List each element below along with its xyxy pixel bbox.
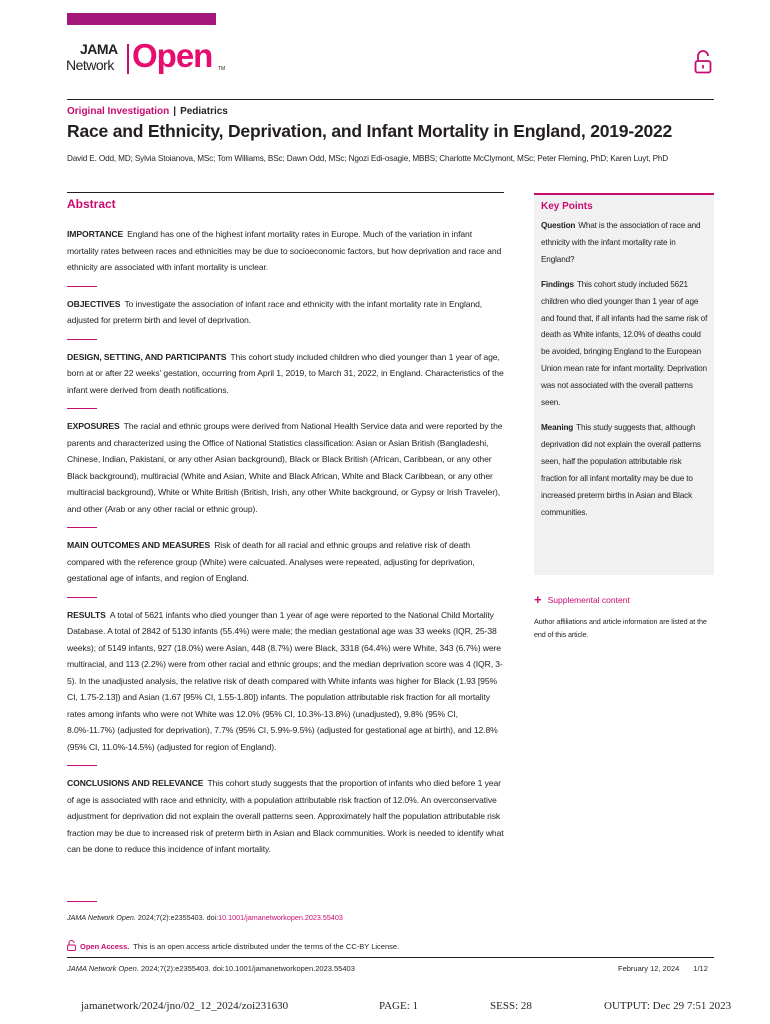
section-label: OBJECTIVES xyxy=(67,298,121,309)
print-page: PAGE: 1 xyxy=(379,1000,419,1012)
footer-date: February 12, 2024 xyxy=(618,964,680,973)
open-access-label[interactable]: Open Access. xyxy=(80,942,130,951)
key-point-body: This cohort study included 5621 children who died younger than 1 year of age and found that, if all infants had the same risk of death as White infants, 12.0% of deaths could be avoided, bringing England to the European Union mean rate for infant mortality. Deprivation was not associated with the overall patterns seen. xyxy=(541,279,708,408)
footer-citation xyxy=(67,964,355,973)
section-text: Risk of death for all racial and ethnic groups and relative risk of death compared with the reference group (White) were calcuated. Analyses were repeated, adjusting for deprivation, gestational age of infants, and region of England. xyxy=(67,540,475,583)
article-section-label xyxy=(67,106,228,118)
footer-rule xyxy=(67,957,714,958)
section-label: CONCLUSIONS AND RELEVANCE xyxy=(67,778,204,788)
section-divider xyxy=(67,408,97,409)
key-point-label: Meaning xyxy=(541,422,574,432)
print-session: SESS: 28 xyxy=(490,1000,532,1012)
section-separator: | xyxy=(173,106,177,117)
section-label: EXPOSURES xyxy=(67,421,120,431)
abstract-body xyxy=(67,226,505,868)
citation-divider xyxy=(67,901,97,902)
open-lock-icon xyxy=(694,50,712,74)
key-points-text xyxy=(541,218,709,529)
key-point-label: Question xyxy=(541,221,576,230)
section-divider xyxy=(67,286,97,287)
article-specialty[interactable]: Pediatrics xyxy=(180,106,228,117)
plus-icon: + xyxy=(534,592,542,607)
logo-open-text: Open xyxy=(132,37,213,74)
section-label: RESULTS xyxy=(67,609,106,620)
section-text: This cohort study included children who died younger than 1 year of age, born at or after 22 weeks' gestation, occurring from April 1, 2019, to March 31, 2022, in England. Characteristics of the infant were derived from death notifications. xyxy=(67,351,504,395)
section-text: The racial and ethnic groups were derived from National Health Service data and were reported by the parents and characterized using the Office of National Statistics classification: Asian or Asian British (Bangladeshi, Chinese, Indian, Pakistani, or any other Asian background), Black or Black British (African, Caribbean, or any other Black background), multiracial (White and Asian, White and Black African, White and Black Caribbean, or any other multiracial background), White or White British (British, Irish, any other White background, or Gypsy or Irish Traveler), and other (Arab or any other racial or ethnic group). xyxy=(67,421,503,514)
footer-details: 2024;7(2):e2355403. doi:10.1001/jamanetworkopen.2023.55403 xyxy=(140,964,355,973)
header-rule xyxy=(67,99,714,100)
section-text: This cohort study suggests that the proportion of infants who died before 1 year of age is associated with race and ethnicity, with a population attributable risk fraction of 12.0%. An overconservative adjustment for deprivation did not explain the overall patterns seen. Approximately half the population attributable risk fraction may be due to increased risk of preterm birth in Asian and Black communities. Work is needed to identify what can be done to reduce this incidence of infant mortality. xyxy=(67,778,504,854)
abstract-outcomes xyxy=(67,537,505,587)
abstract-conclusions xyxy=(67,775,505,858)
footer-page-number: 1/12 xyxy=(693,964,708,973)
logo-trademark: TM xyxy=(218,66,226,72)
abstract-rule xyxy=(67,192,504,193)
header-color-bar xyxy=(67,13,216,25)
open-access-lock-icon xyxy=(67,940,76,951)
abstract-heading: Abstract xyxy=(67,197,116,211)
key-point-findings xyxy=(541,277,709,412)
key-points-heading: Key Points xyxy=(541,201,593,212)
citation-doi-link[interactable]: 10.1001/jamanetworkopen.2023.55403 xyxy=(218,913,343,922)
section-text: England has one of the highest infant mortality rates in Europe. Much of the variation in infant mortality rates between races and ethnicities may be due to socioeconomic factors, but how deprivation and race and ethnicity are associated with infant mortality is unclear. xyxy=(67,229,502,272)
key-point-meaning xyxy=(541,420,709,521)
logo-divider xyxy=(127,44,129,74)
footer-date-page xyxy=(618,964,708,973)
key-point-label: Findings xyxy=(541,279,574,289)
print-path: jamanetwork/2024/jno/02_12_2024/zoi231630 xyxy=(81,1000,289,1012)
section-label: MAIN OUTCOMES AND MEASURES xyxy=(67,540,211,550)
abstract-objectives xyxy=(67,296,505,329)
section-label: IMPORTANCE xyxy=(67,229,124,239)
citation-line xyxy=(67,913,343,922)
section-label: DESIGN, SETTING, AND PARTICIPANTS xyxy=(67,351,227,362)
citation-journal: JAMA Network Open. xyxy=(67,913,136,922)
section-divider xyxy=(67,339,97,340)
author-list: David E. Odd, MD; Sylvia Stoianova, MSc; Tom Williams, BSc; Dawn Odd, MSc; Ngozi Edi-osagie, MBBS; Charlotte McClymont, MSc; Peter Fleming, PhD; Karen Luyt, PhD xyxy=(67,154,669,163)
logo-jama-text: JAMA xyxy=(80,41,118,57)
key-point-body: What is the association of race and ethnicity with the infant mortality rate in England? xyxy=(541,221,701,264)
print-output-time: OUTPUT: Dec 29 7:51 2023 xyxy=(604,1000,732,1012)
logo-network-text: Network xyxy=(66,57,114,73)
section-text: To investigate the association of infant race and ethnicity with the infant mortality rate in England, adjusted for preterm birth and level of deprivation. xyxy=(67,298,483,325)
section-divider xyxy=(67,527,97,528)
article-type[interactable]: Original Investigation xyxy=(67,106,170,117)
footer-journal: JAMA Network Open. xyxy=(67,964,139,973)
open-access-text: This is an open access article distributed under the terms of the CC-BY License. xyxy=(133,942,400,951)
section-text: A total of 5621 infants who died younger than 1 year of age were reported to the National Child Mortality Database. A total of 2842 of 5130 infants (55.4%) were male; the median gestational age was 33 weeks (IQR, 25-38 weeks); of 5149 infants, 927 (18.0%) were Asian, 448 (8.7%) were Black, 3318 (64.4%) were White, 343 (6.7%) were multiracial, and 113 (2.2%) were from other racial and ethnic groups; and the median deprivation score was 4 (IQR, 3-5). In the unadjusted analysis, the relative risk of death compared with White infants was higher for Black (1.93 [95% CI, 1.75-2.13]) and Asian (1.67 [95% CI, 1.55-1.80]) infants. The population attributable risk fraction for all mortality rates among infants who were not White was 12.0% (95% CI, 10.3%-13.8%) (unadjusted), 9.8% (95% CI, 8.0%-11.7%) (adjusted for deprivation), 7.7% (95% CI, 5.9%-9.5%) (adjusted for gestational age at birth), and 12.8% (95% CI, 11.0%-14.5%) (adjusted for region of England). xyxy=(67,609,503,752)
supplemental-content-link[interactable] xyxy=(534,592,630,607)
key-point-question xyxy=(541,218,709,269)
affiliations-note: Author affiliations and article information are listed at the end of this article. xyxy=(534,617,707,639)
key-point-body: This study suggests that, although deprivation did not explain the overall patterns seen, half the population attributable risk fraction for all infant mortality may be due to increased preterm births in Asian and Black communities. xyxy=(541,422,701,517)
article-title: Race and Ethnicity, Deprivation, and Infant Mortality in England, 2019-2022 xyxy=(67,121,673,141)
abstract-exposures xyxy=(67,418,505,517)
abstract-importance xyxy=(67,226,505,276)
supplemental-content-label: Supplemental content xyxy=(547,595,630,605)
abstract-design xyxy=(67,349,505,399)
abstract-results xyxy=(67,607,505,756)
open-access-notice xyxy=(67,940,399,951)
section-divider xyxy=(67,597,97,598)
citation-details: 2024;7(2):e2355403. doi: xyxy=(137,913,219,922)
section-divider xyxy=(67,765,97,766)
